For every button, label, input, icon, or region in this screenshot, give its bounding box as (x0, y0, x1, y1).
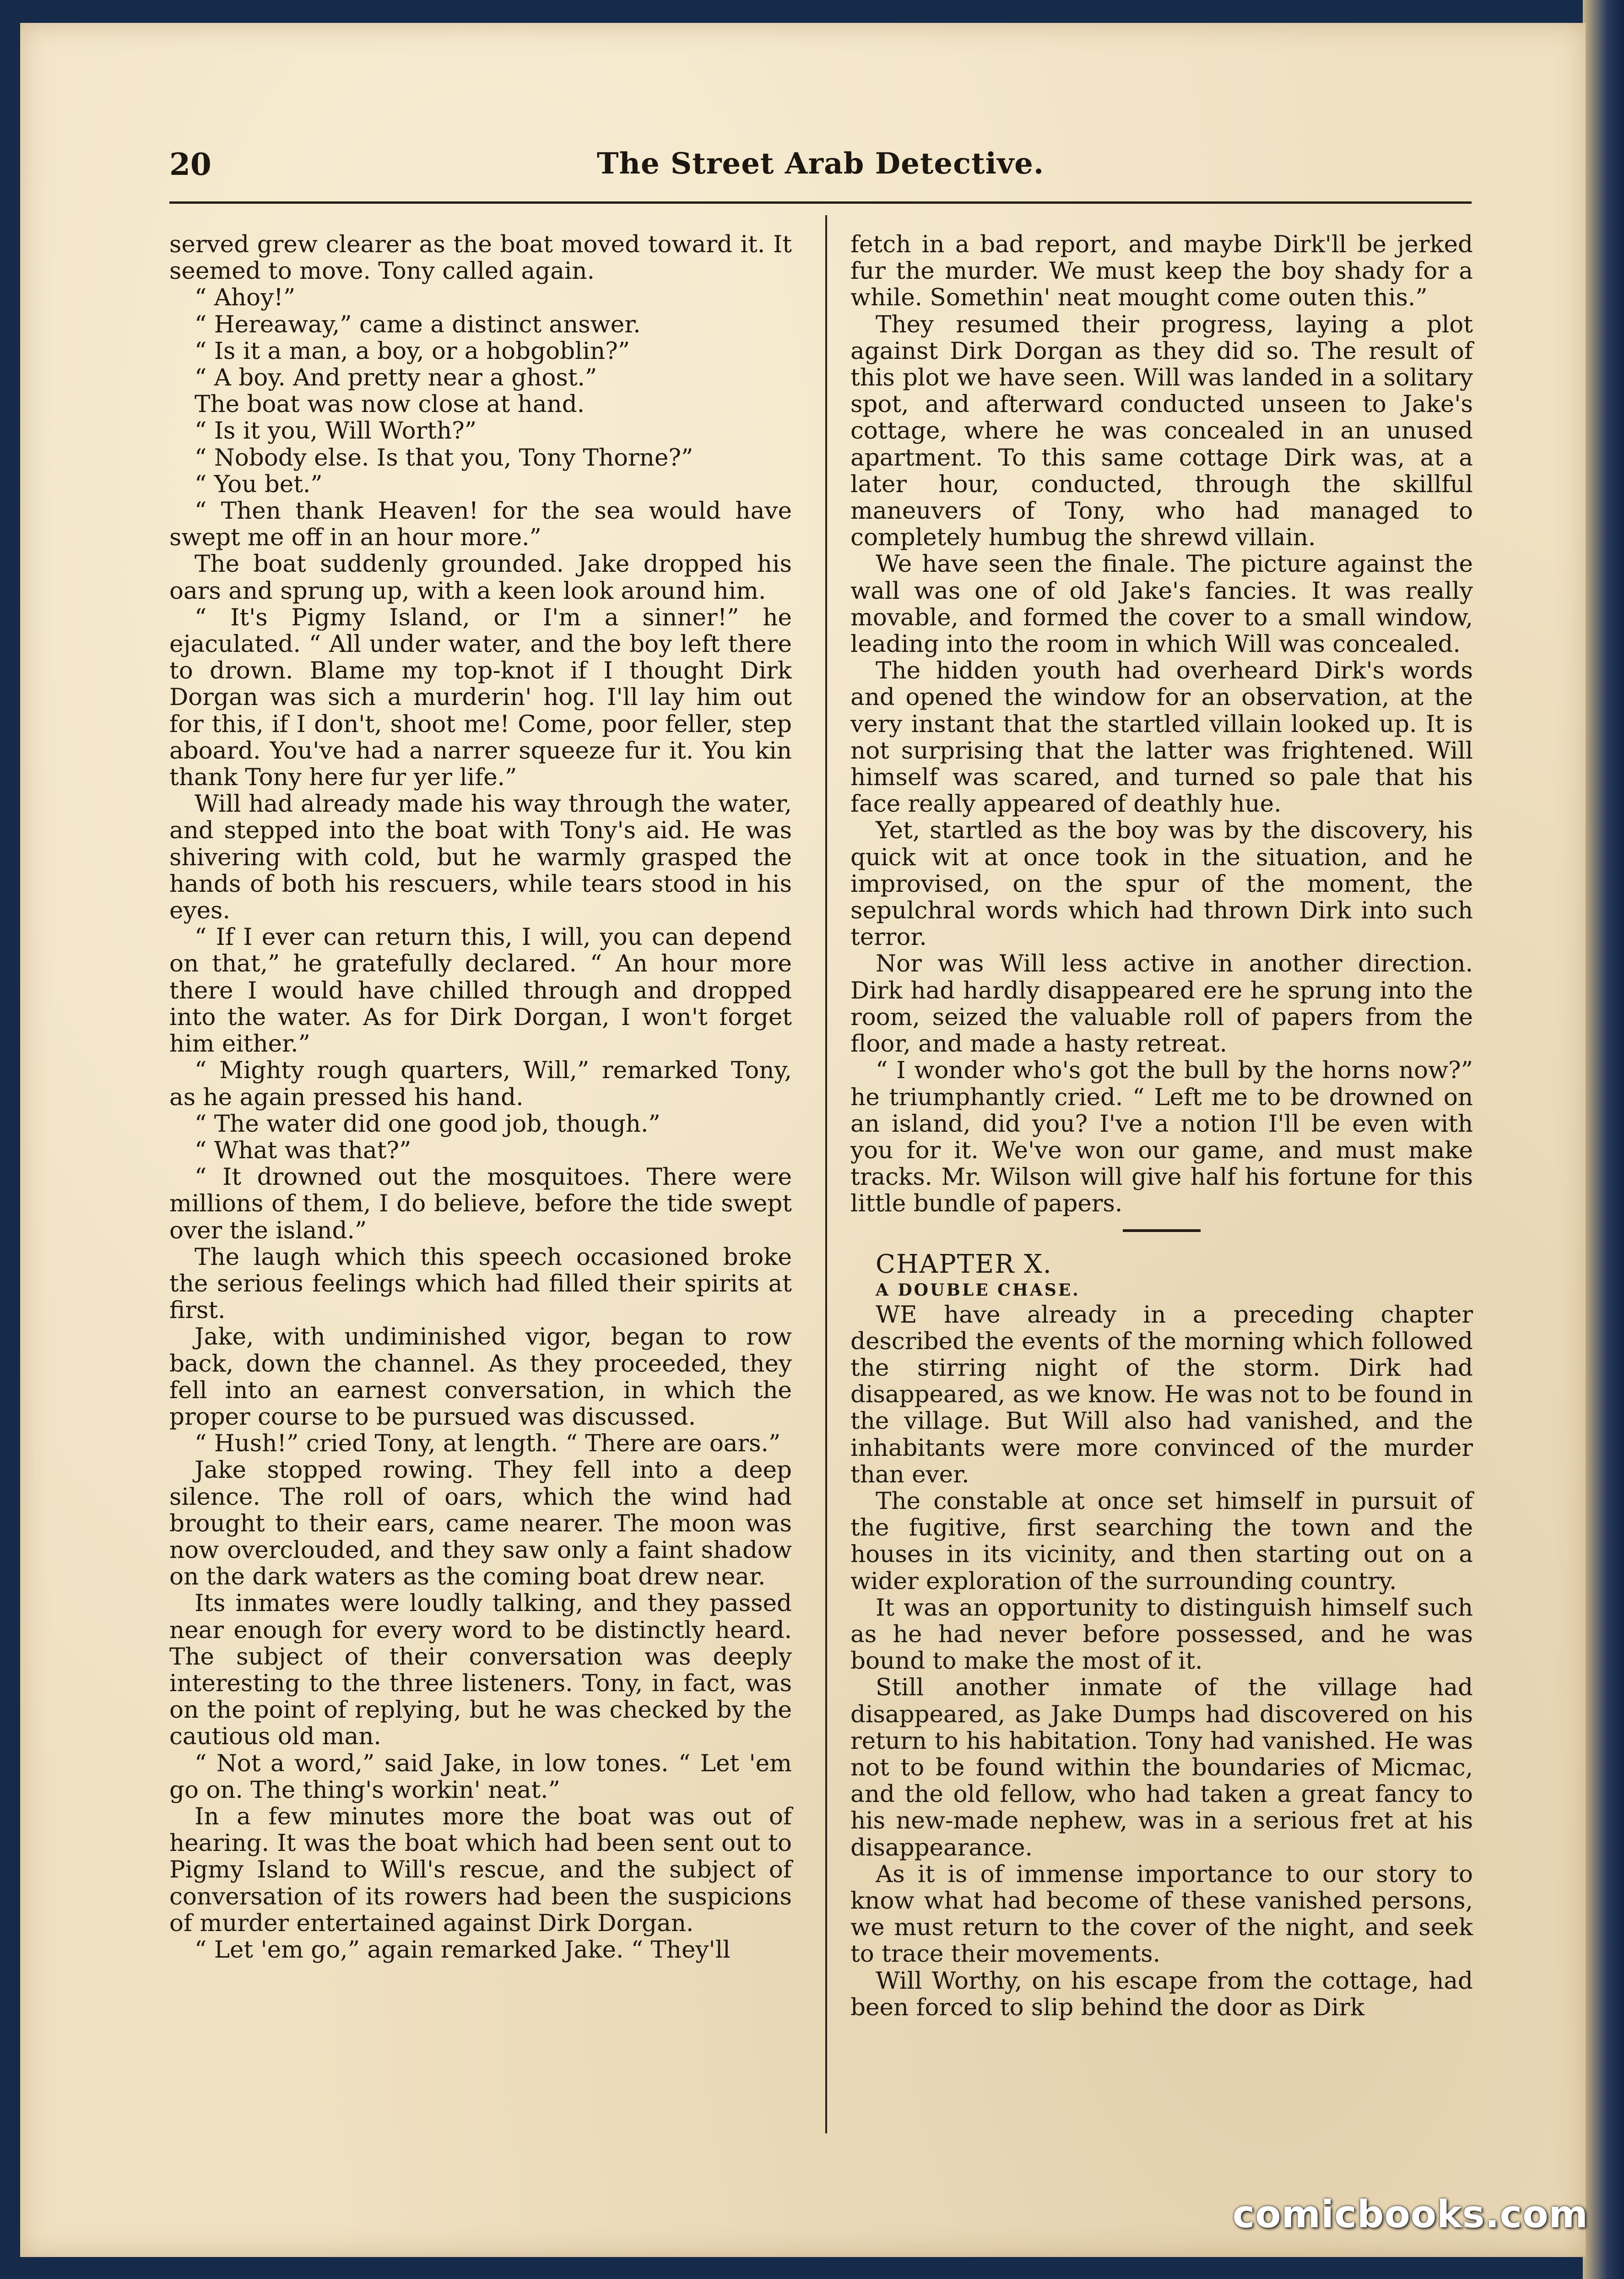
page-header (169, 147, 1472, 188)
paragraph: “ If I ever can return this, I will, you can depend on that,” he gratefully declared. “ An hour more there I would have chilled through and dropped into the water. As for Dirk Dorgan, I won't forget him either.” (169, 923, 792, 1058)
page-number: 20 (169, 147, 211, 182)
right-column-text-bottom (850, 1302, 1473, 2021)
paragraph: “ You bet.” (195, 470, 323, 498)
paragraph: Its inmates were loudly talking, and they passed near enough for every word to be distinctly heard. The subject of their conversation was deeply interesting to the three listeners. Tony, in fact, was on the point of replying, but he was checked by the cautious old man. (169, 1590, 792, 1751)
running-title: The Street Arab Detective. (596, 147, 1045, 181)
right-column-text-top (850, 231, 1473, 1217)
paragraph: “ Ahoy!” (195, 284, 296, 312)
paragraph: “ Mighty rough quarters, Will,” remarked Tony, as he again pressed his hand. (169, 1057, 792, 1111)
paragraph: served grew clearer as the boat moved toward it. It seemed to move. Tony called again. (169, 231, 792, 285)
header-rule (169, 201, 1472, 204)
paragraph: WE have already in a preceding chapter described the events of the morning which followed the stirring night of the storm. Dirk had disappeared, as we know. He was not to be found in the village. But Will also had vanished, and the inhabitants were more convinced of the murder than ever. (850, 1301, 1473, 1488)
paragraph: Jake, with undiminished vigor, began to row back, down the channel. As they proceeded, they fell into an earnest conversation, in which the proper course to be pursued was discussed. (169, 1323, 792, 1431)
paragraph: The boat was now close at hand. (195, 391, 585, 418)
paragraph: “ It's Pigmy Island, or I'm a sinner!” he ejaculated. “ All under water, and the boy left there to drown. Blame my top-knot if I thought Dirk Dorgan was sich a murderin' hog. I'll lay him out for this, if I don't, shoot me! Come, poor feller, step aboard. You've had a narrer squeeze fur it. You kin thank Tony here fur yer life.” (169, 603, 792, 792)
paragraph: “ Hereaway,” came a distinct answer. (195, 310, 641, 338)
paragraph: “ Let 'em go,” again remarked Jake. “ They'll (195, 1936, 731, 1964)
paragraph: “ I wonder who's got the bull by the horns now?” he triumphantly cried. “ Left me to be drowned on an island, did you? I've a notion I'll be even with you for it. We've won our game, and must make tracks. Mr. Wilson will give half his fortune for this little bundle of papers. (850, 1057, 1473, 1218)
paragraph: “ Is it you, Will Worth?” (195, 417, 477, 445)
paragraph: Still another inmate of the village had disappeared, as Jake Dumps had discovered on his return to his habitation. Tony had vanished. He was not to be found within the boundaries of Micmac, and the old fellow, who had taken a great fancy to his new-made nephew, was in a serious fret at his disappearance. (850, 1674, 1473, 1861)
paragraph: “ Then thank Heaven! for the sea would have swept me off in an hour more.” (169, 497, 792, 552)
paragraph: fetch in a bad report, and maybe Dirk'll be jerked fur the murder. We must keep the boy shady for a while. Somethin' neat mought come outen this.” (850, 231, 1473, 312)
paragraph: It was an opportunity to distinguish himself such as he had never before possessed, and he was bound to make the most of it. (850, 1594, 1473, 1675)
paragraph: “ Is it a man, a boy, or a hobgoblin?” (195, 337, 630, 365)
paragraph: Jake stopped rowing. They fell into a deep silence. The roll of oars, which the wind had brought to their ears, came nearer. The moon was now overclouded, and they saw only a faint shadow on the dark waters as the coming boat drew near. (169, 1456, 792, 1591)
paragraph: The boat suddenly grounded. Jake dropped his oars and sprung up, with a keen look around him. (169, 550, 792, 605)
paragraph: Yet, startled as the boy was by the discovery, his quick wit at once took in the situation, and he improvised, on the spur of the moment, the sepulchral words which had thrown Dirk into such terror. (850, 817, 1473, 951)
paragraph: “ Hush!” cried Tony, at length. “ There are oars.” (195, 1430, 781, 1458)
paragraph: In a few minutes more the boat was out of hearing. It was the boat which had been sent out to Pigmy Island to Will's rescue, and the subject of conversation of its rowers had been the suspicions of murder entertained against Dirk Dorgan. (169, 1802, 792, 1937)
paragraph: The constable at once set himself in pursuit of the fugitive, first searching the town and the houses in its vicinity, and then starting out on a wider exploration of the surrounding country. (850, 1487, 1473, 1595)
left-column (169, 231, 792, 1963)
paragraph: “ The water did one good job, though.” (195, 1110, 660, 1138)
paragraph: Will had already made his way through the water, and stepped into the boat with Tony's aid. He was shivering with cold, but he warmly grasped the hands of both his rescuers, while tears stood in his eyes. (169, 790, 792, 925)
paragraph: They resumed their progress, laying a plot against Dirk Dorgan as they did so. The result of this plot we have seen. Will was landed in a solitary spot, and afterward conducted unseen to Jake's cottage, where he was concealed in an unused apartment. To this same cottage Dirk was, at a later hour, conducted, through the skillful maneuvers of Tony, who had managed to completely humbug the shrewd villain. (850, 310, 1473, 552)
paragraph: Will Worthy, on his escape from the cottage, had been forced to slip behind the door as Dirk (850, 1967, 1473, 2021)
paragraph: The laugh which this speech occasioned broke the serious feelings which had filled their spirits at first. (169, 1243, 792, 1324)
scan-border (1583, 0, 1624, 2279)
paragraph: “ Nobody else. Is that you, Tony Thorne?” (195, 444, 693, 472)
paragraph: “ What was that?” (195, 1136, 411, 1164)
paragraph: “ Not a word,” said Jake, in low tones. “ Let 'em go on. The thing's workin' neat.” (169, 1749, 792, 1804)
paragraph: We have seen the finale. The picture against the wall was one of old Jake's fancies. It was really movable, and formed the cover to a small window, leading into the room in which Will was concealed. (850, 550, 1473, 658)
paragraph: The hidden youth had overheard Dirk's words and opened the window for an observation, at the very instant that the startled villain looked up. It is not surprising that the latter was frightened. Will himself was scared, and turned so pale that his face really appeared of deathly hue. (850, 657, 1473, 818)
column-divider (825, 215, 827, 2133)
chapter-title: CHAPTER X. (876, 1249, 1052, 1279)
paragraph: As it is of immense importance to our story to know what had become of these vanished persons, we must return to the cover of the night, and seek to trace their movements. (850, 1860, 1473, 1968)
paragraph: Nor was Will less active in another direction. Dirk had hardly disappeared ere he sprung into the room, seized the valuable roll of papers from the floor, and made a hasty retreat. (850, 950, 1473, 1058)
paragraph: “ It drowned out the mosquitoes. There were millions of them, I do believe, before the tide swept over the island.” (169, 1163, 792, 1244)
chapter-subtitle: A DOUBLE CHASE. (876, 1280, 1080, 1300)
paragraph: “ A boy. And pretty near a ghost.” (195, 364, 597, 392)
section-rule (1123, 1229, 1201, 1232)
right-column (850, 231, 1473, 2021)
watermark: comicbooks.com (1232, 2193, 1588, 2236)
